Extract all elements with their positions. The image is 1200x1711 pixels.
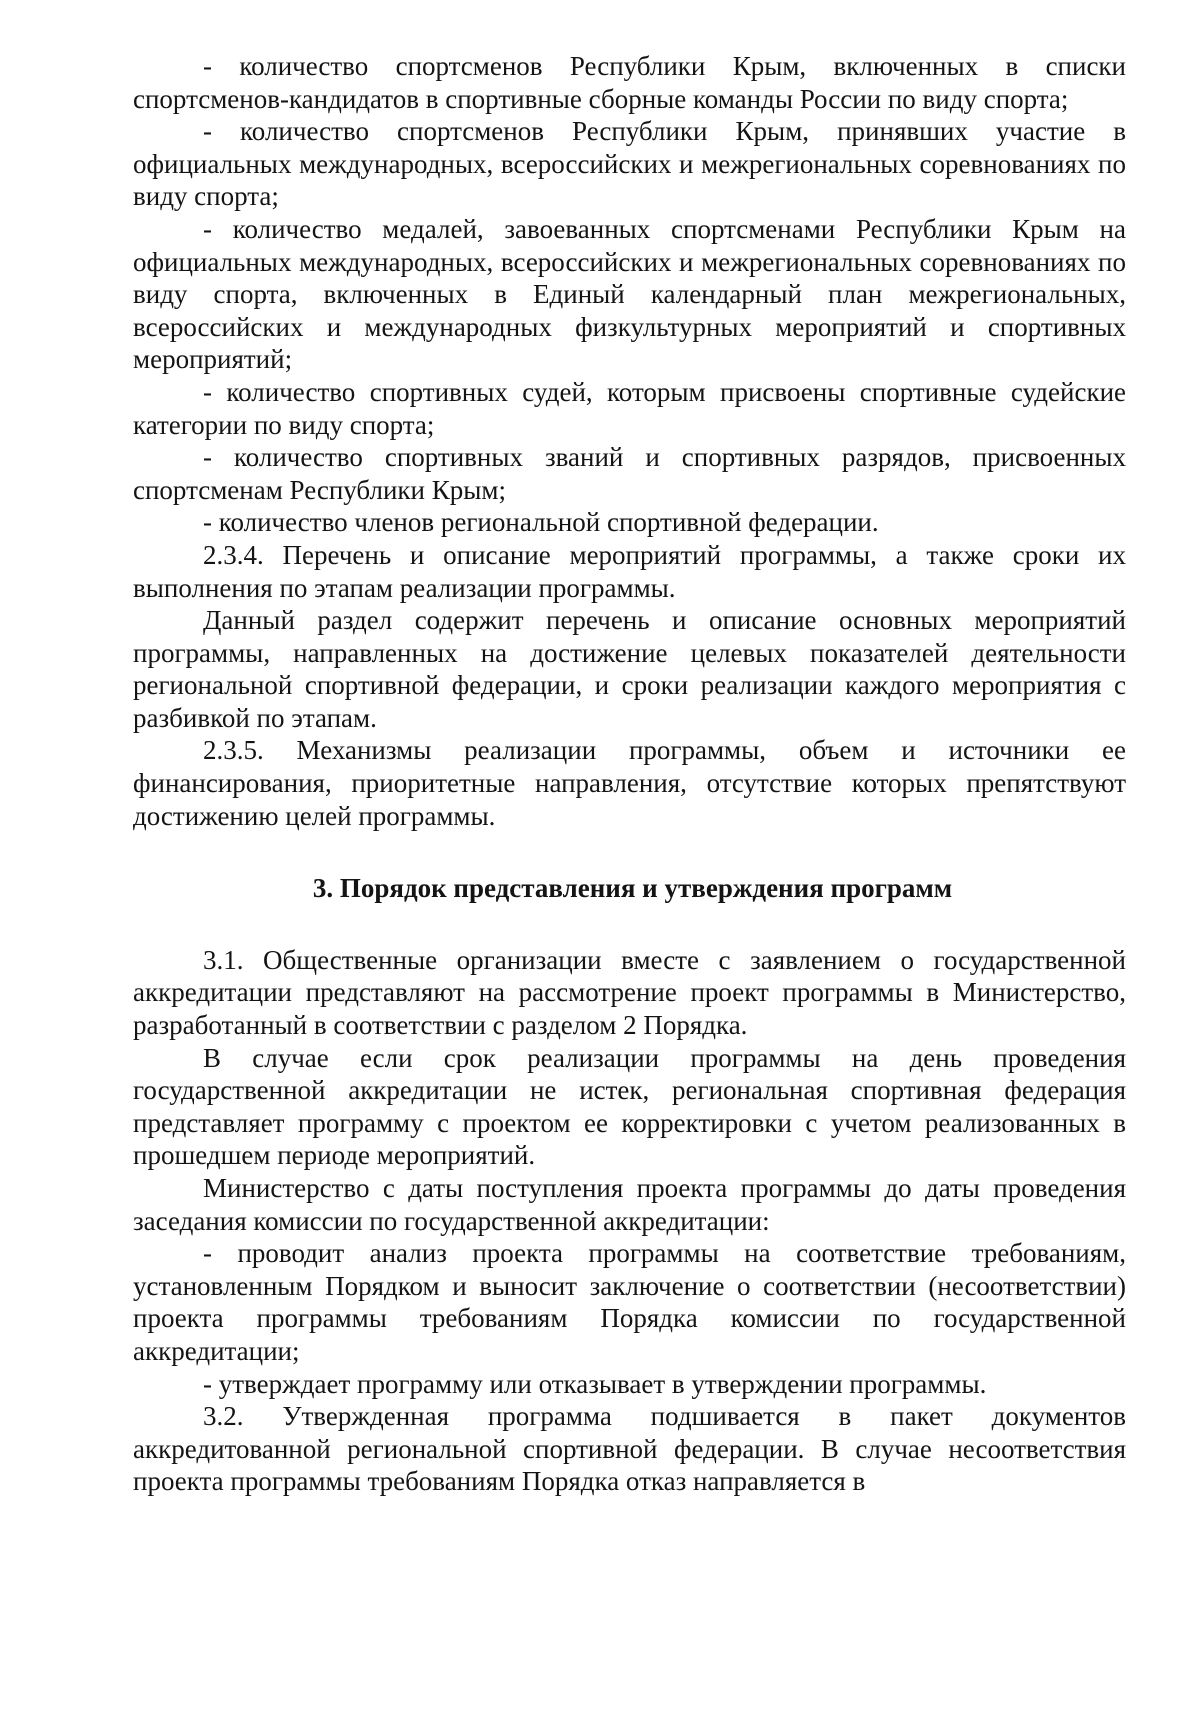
list-item-analysis: - проводит анализ проекта программы на соответствие требованиям, установленным Порядком и выносит заключение о соответствии (несоответствии) проекта программы требованиям Порядка комиссии по государственной аккредитации;: [133, 1238, 1126, 1366]
list-item-approval: - утверждает программу или отказывает в утверждении программы.: [203, 1368, 987, 1399]
list-item-members: - количество членов региональной спортивной федерации.: [203, 507, 879, 538]
list-item-titles: - количество спортивных званий и спортивных разрядов, присвоенных спортсменам Республики Крым;: [133, 442, 1126, 505]
section-heading: 3. Порядок представления и утверждения программ: [312, 873, 953, 904]
paragraph-ministry: Министерство с даты поступления проекта программы до даты проведения заседания комиссии по государственной аккредитации:: [133, 1173, 1126, 1236]
list-item-participants: - количество спортсменов Республики Крым, принявших участие в официальных международных, всероссийских и межрегиональных соревнованиях по виду спорта;: [133, 116, 1126, 212]
paragraph-section-description: Данный раздел содержит перечень и описание основных мероприятий программы, направленных на достижение целевых показателей деятельности региональной спортивной федерации, и сроки реализации каждого мероприятия с разбивкой по этапам.: [133, 605, 1126, 733]
list-item-candidates: - количество спортсменов Республики Крым, включенных в списки спортсменов-кандидатов в спортивные сборные команды России по виду спорта;: [133, 51, 1126, 114]
list-item-medals: - количество медалей, завоеванных спортсменами Республики Крым на официальных международных, всероссийских и межрегиональных соревнованиях по виду спорта, включенных в Единый календарный план межрегиональных, всероссийских и международных физкультурных мероприятий и спортивных мероприятий;: [133, 213, 1126, 375]
clause-2-3-4: 2.3.4. Перечень и описание мероприятий программы, а также сроки их выполнения по этапам реализации программы.: [133, 539, 1126, 603]
document-page: [133, 50, 1126, 1498]
list-item-judges: - количество спортивных судей, которым присвоены спортивные судейские категории по виду спорта;: [133, 376, 1126, 440]
clause-3-2: 3.2. Утвержденная программа подшивается в пакет документов аккредитованной региональной спортивной федерации. В случае несоответствия проекта программы требованиям Порядка отказ направляется в: [133, 1401, 1126, 1497]
clause-3-1: 3.1. Общественные организации вместе с заявлением о государственной аккредитации представляют на рассмотрение проект программы в Министерство, разработанный в соответствии с разделом 2 Порядка.: [133, 944, 1126, 1041]
paragraph-correction: В случае если срок реализации программы на день проведения государственной аккредитации не истек, региональная спортивная федерация представляет программу с проектом ее корректировки с учетом реализованных в прошедшем периоде мероприятий.: [133, 1042, 1126, 1171]
clause-2-3-5: 2.3.5. Механизмы реализации программы, объем и источники ее финансирования, приоритетные направления, отсутствие которых препятствуют достижению целей программы.: [133, 735, 1126, 831]
